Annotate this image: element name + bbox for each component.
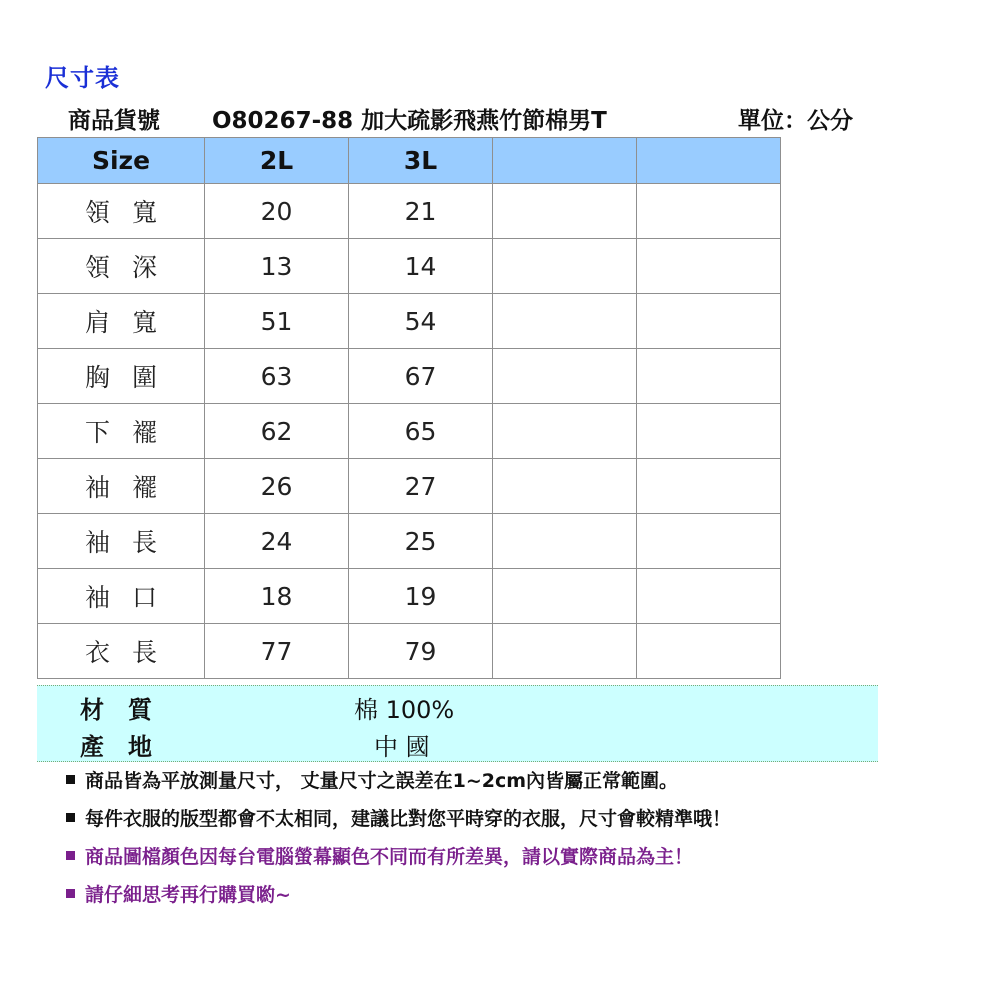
table-cell <box>493 624 637 679</box>
unit-label: 單位：公分 <box>738 108 853 134</box>
row-label: 袖襬 <box>38 459 205 514</box>
row-label: 袖口 <box>38 569 205 624</box>
header-3l: 3L <box>349 138 493 184</box>
table-cell: 26 <box>205 459 349 514</box>
table-cell: 18 <box>205 569 349 624</box>
product-code-value: O80267-88 加大疏影飛燕竹節棉男T <box>212 108 607 134</box>
note-item <box>66 838 966 876</box>
table-cell <box>493 404 637 459</box>
header-empty-1 <box>493 138 637 184</box>
page-title: 尺寸表 <box>45 64 120 92</box>
table-row <box>38 239 781 294</box>
table-cell: 27 <box>349 459 493 514</box>
header-empty-2 <box>637 138 781 184</box>
table-row <box>38 184 781 239</box>
bullet-square-icon <box>66 889 75 898</box>
material-box <box>37 685 878 762</box>
table-row <box>38 294 781 349</box>
table-cell <box>493 349 637 404</box>
header-size: Size <box>38 138 205 184</box>
origin-label: 產地 <box>80 733 176 761</box>
row-label: 肩寬 <box>38 294 205 349</box>
note-item <box>66 876 966 914</box>
row-label: 袖長 <box>38 514 205 569</box>
table-row <box>38 514 781 569</box>
table-cell <box>637 184 781 239</box>
table-cell <box>637 239 781 294</box>
table-cell: 24 <box>205 514 349 569</box>
note-text: 每件衣服的版型都會不太相同，建議比對您平時穿的衣服，尺寸會較精準哦！ <box>85 808 732 830</box>
table-cell <box>493 459 637 514</box>
notes-list <box>66 762 966 914</box>
table-cell <box>493 184 637 239</box>
table-cell: 51 <box>205 294 349 349</box>
table-cell <box>493 294 637 349</box>
table-cell: 14 <box>349 239 493 294</box>
table-row <box>38 459 781 514</box>
row-label: 領深 <box>38 239 205 294</box>
material-value: 棉 100% <box>354 696 455 724</box>
table-cell <box>637 514 781 569</box>
table-cell: 20 <box>205 184 349 239</box>
row-label: 領寬 <box>38 184 205 239</box>
product-code-label: 商品貨號 <box>68 108 160 134</box>
table-cell <box>637 569 781 624</box>
size-table <box>37 137 781 679</box>
table-cell <box>637 624 781 679</box>
note-text: 商品圖檔顏色因每台電腦螢幕顯色不同而有所差異，請以實際商品為主！ <box>85 846 694 868</box>
table-cell <box>637 294 781 349</box>
table-row <box>38 569 781 624</box>
table-cell <box>493 514 637 569</box>
table-cell <box>493 569 637 624</box>
note-item <box>66 800 966 838</box>
header-2l: 2L <box>205 138 349 184</box>
table-cell <box>637 459 781 514</box>
table-cell <box>493 239 637 294</box>
table-cell: 65 <box>349 404 493 459</box>
note-item <box>66 762 966 800</box>
bullet-square-icon <box>66 813 75 822</box>
row-label: 下襬 <box>38 404 205 459</box>
table-cell: 62 <box>205 404 349 459</box>
table-cell: 13 <box>205 239 349 294</box>
row-label: 衣長 <box>38 624 205 679</box>
bullet-square-icon <box>66 775 75 784</box>
table-cell: 25 <box>349 514 493 569</box>
product-info-row <box>0 102 1000 136</box>
table-cell: 77 <box>205 624 349 679</box>
table-row <box>38 349 781 404</box>
material-label: 材質 <box>80 696 176 724</box>
note-text: 商品皆為平放測量尺寸， 丈量尺寸之誤差在1~2cm內皆屬正常範圍。 <box>85 770 679 792</box>
size-header-row <box>38 138 781 184</box>
row-label: 胸圍 <box>38 349 205 404</box>
table-cell <box>637 404 781 459</box>
table-cell <box>637 349 781 404</box>
origin-value: 中 國 <box>374 733 430 761</box>
table-cell: 19 <box>349 569 493 624</box>
bullet-square-icon <box>66 851 75 860</box>
table-row <box>38 624 781 679</box>
note-text: 請仔細思考再行購買喲~ <box>85 884 291 906</box>
table-row <box>38 404 781 459</box>
table-cell: 21 <box>349 184 493 239</box>
table-cell: 54 <box>349 294 493 349</box>
table-cell: 79 <box>349 624 493 679</box>
table-cell: 63 <box>205 349 349 404</box>
table-cell: 67 <box>349 349 493 404</box>
